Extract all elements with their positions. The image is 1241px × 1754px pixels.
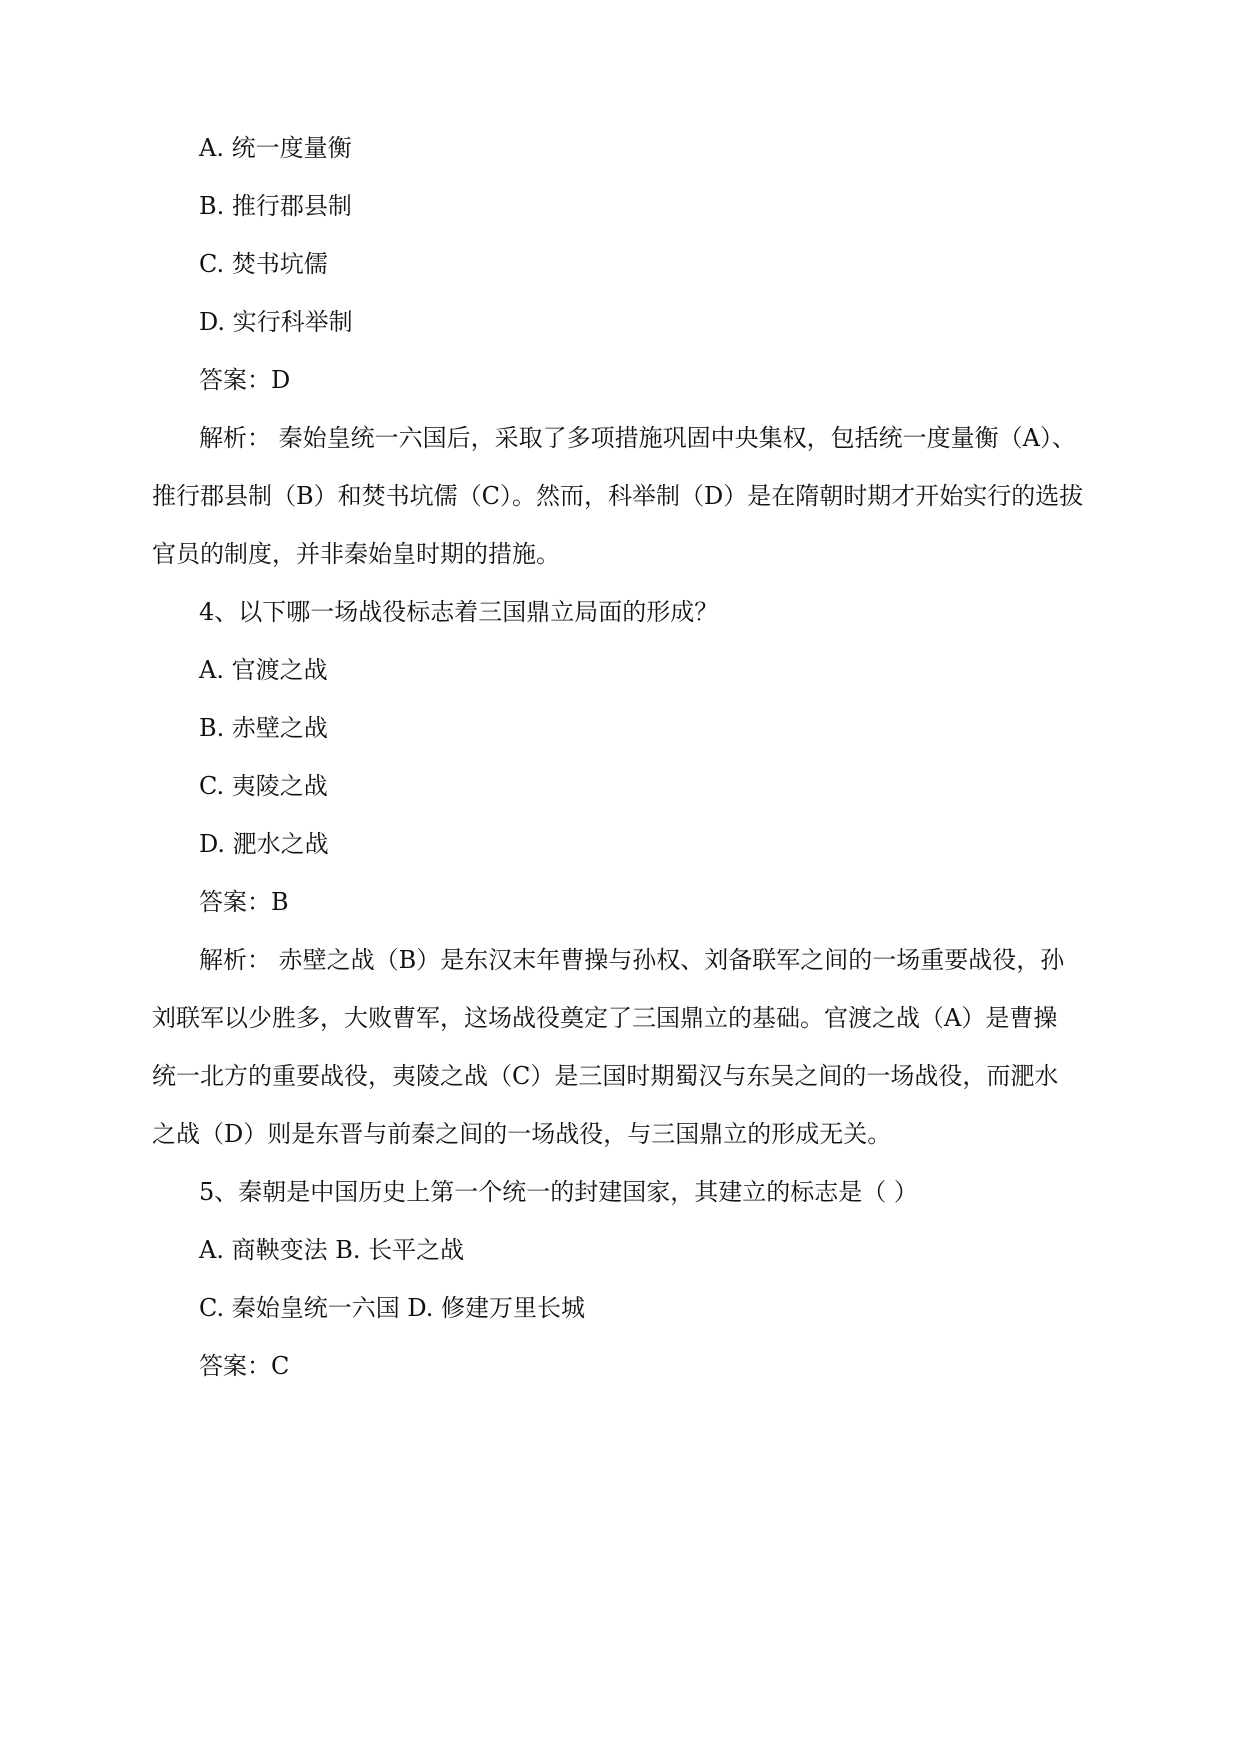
analysis-line: 统一北方的重要战役，夷陵之战（C）是三国时期蜀汉与东吴之间的一场战役，而淝水 <box>152 1062 1059 1090</box>
option-c: C. 焚书坑儒 <box>199 250 328 278</box>
analysis-line: 解析： 秦始皇统一六国后，采取了多项措施巩固中央集权，包括统一度量衡（A）、 <box>199 424 1076 452</box>
analysis-line: 之战（D）则是东晋与前秦之间的一场战役，与三国鼎立的形成无关。 <box>152 1120 892 1148</box>
option-a: A. 官渡之战 <box>199 656 328 684</box>
answer: 答案：D <box>199 366 291 394</box>
option-a: A. 统一度量衡 <box>199 134 352 162</box>
answer: 答案：C <box>199 1352 290 1380</box>
question-text: 5、秦朝是中国历史上第一个统一的封建国家，其建立的标志是（ ） <box>199 1178 918 1206</box>
option-c: C. 夷陵之战 <box>199 772 328 800</box>
option-b: B. 赤壁之战 <box>199 714 328 742</box>
analysis-line: 解析： 赤壁之战（B）是东汉末年曹操与孙权、刘备联军之间的一场重要战役，孙 <box>199 946 1065 974</box>
answer: 答案：B <box>199 888 289 916</box>
analysis-line: 官员的制度，并非秦始皇时期的措施。 <box>152 540 560 568</box>
option-d: D. 实行科举制 <box>199 308 353 336</box>
analysis-line: 推行郡县制（B）和焚书坑儒（C）。然而，科举制（D）是在隋朝时期才开始实行的选拔 <box>152 482 1084 510</box>
option-line: C. 秦始皇统一六国 D. 修建万里长城 <box>199 1294 586 1322</box>
option-d: D. 淝水之战 <box>199 830 329 858</box>
option-line: A. 商鞅变法 B. 长平之战 <box>199 1236 465 1264</box>
analysis-line: 刘联军以少胜多，大败曹军，这场战役奠定了三国鼎立的基础。官渡之战（A）是曹操 <box>152 1004 1058 1032</box>
question-text: 4、以下哪一场战役标志着三国鼎立局面的形成？ <box>199 598 719 626</box>
option-b: B. 推行郡县制 <box>199 192 352 220</box>
